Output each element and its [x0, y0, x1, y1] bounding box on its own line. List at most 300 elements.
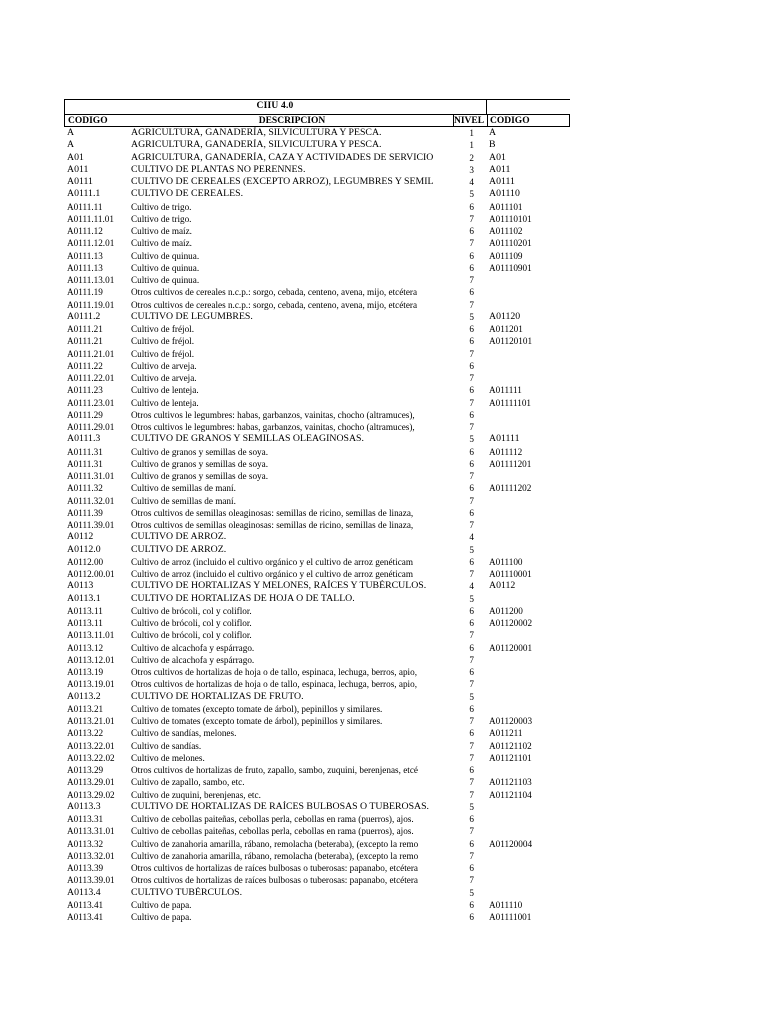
row-level: 5: [469, 544, 474, 555]
row-level: 6: [469, 642, 474, 653]
table-row: [64, 752, 570, 764]
row-level: 7: [469, 716, 474, 726]
row-code: A0111.13: [67, 262, 103, 273]
row-level: 6: [469, 287, 474, 298]
table-row: [64, 911, 570, 923]
row-description: CULTIVO DE ARROZ.: [131, 531, 227, 543]
row-code: A0113.12.01: [67, 654, 115, 665]
table-row: [64, 372, 570, 384]
row-description: Cultivo de brócoli, col y coliflor.: [131, 618, 252, 628]
row-description: Cultivo de zanahoria amarilla, rábano, remolacha (beteraba), (excepto la remo: [131, 838, 419, 849]
row-level: 7: [469, 752, 474, 763]
row-description: Cultivo de semillas de maní.: [131, 483, 236, 494]
row-level: 7: [469, 826, 474, 837]
row-level: 2: [469, 152, 474, 163]
row-code: A: [67, 127, 75, 138]
row-description: Otros cultivos le legumbres: habas, garbanzos, vainitas, chocho (altramuces),: [131, 409, 415, 420]
row-code: A0111.1: [67, 188, 101, 200]
row-description: CULTIVO DE HORTALIZAS DE RAÍCES BULBOSAS O TUBEROSAS.: [131, 800, 430, 812]
row-code: A0113.22.02: [67, 752, 115, 763]
row-level: 1: [469, 128, 474, 138]
row-code-2: A01110: [489, 188, 520, 200]
table-title: CIIU 4.0: [256, 101, 294, 111]
row-description: AGRICULTURA, GANADERÍA, SILVICULTURA Y PESCA.: [131, 127, 382, 138]
row-code: A0113.22.01: [67, 740, 115, 751]
table-row: [64, 323, 570, 335]
row-description: Cultivo de quinua.: [131, 250, 200, 261]
row-level: 6: [469, 838, 474, 849]
row-description: Cultivo de arveja.: [131, 360, 197, 371]
table-row: [64, 360, 570, 372]
table-row: [64, 299, 570, 311]
row-code-2: A01110201: [489, 238, 532, 249]
row-level: 7: [469, 422, 474, 432]
row-description: Cultivo de papa.: [131, 912, 192, 922]
row-level: 7: [469, 275, 474, 285]
table-body: [64, 127, 570, 923]
row-level: 7: [469, 348, 474, 359]
row-code: A0113.32: [67, 838, 104, 849]
row-level: 6: [469, 899, 474, 910]
row-code-2: A01120004: [489, 838, 533, 849]
row-description: Cultivo de arveja.: [131, 373, 197, 383]
row-code-2: A01111: [489, 433, 520, 445]
row-description: Otros cultivos de semillas oleaginosas: semillas de ricino, semillas de linaza,: [131, 507, 414, 518]
table-row: [64, 127, 570, 139]
row-code: A0111.29: [67, 409, 103, 420]
row-code: A0113.12: [67, 642, 104, 653]
row-level: 6: [469, 728, 474, 739]
table-row: [64, 311, 570, 323]
row-level: 5: [469, 887, 474, 898]
row-description: Cultivo de brócoli, col y coliflor.: [131, 605, 252, 616]
row-code-2: A011111: [489, 385, 522, 396]
row-level: 7: [469, 299, 474, 310]
row-code: A0113.31.01: [67, 826, 115, 837]
row-code: A0111.21.01: [67, 348, 115, 359]
row-code: A0113.31: [67, 814, 104, 824]
table-row: [64, 176, 570, 188]
table-row: [64, 544, 570, 556]
row-level: 6: [469, 863, 474, 873]
table-row: [64, 421, 570, 433]
row-description: Otros cultivos de hortalizas de raíces bulbosas o tuberosas: papanabo, etcétera: [131, 863, 419, 873]
row-level: 6: [469, 385, 474, 396]
row-level: 3: [469, 164, 474, 175]
row-level: 7: [469, 471, 474, 481]
row-description: CULTIVO DE CEREALES (EXCEPTO ARROZ), LEGUMBRES Y SEMIL: [131, 176, 434, 187]
row-code-2: A01111201: [489, 458, 532, 469]
table-title-row: [64, 99, 570, 114]
row-level: 6: [469, 483, 474, 494]
row-code: A0111.11: [67, 201, 103, 212]
header-codigo-2: CODIGO: [490, 116, 530, 126]
row-level: 6: [469, 458, 474, 469]
table-row: [64, 605, 570, 617]
table-row: [64, 825, 570, 837]
row-level: 6: [469, 814, 474, 824]
row-description: Cultivo de lenteja.: [131, 385, 199, 396]
row-description: AGRICULTURA, GANADERÍA, CAZA Y ACTIVIDADES DE SERVICIO: [131, 151, 434, 163]
row-code: A0112.00.01: [67, 569, 115, 579]
row-code: A0113.32.01: [67, 850, 115, 861]
row-description: Cultivo de trigo.: [131, 201, 192, 212]
row-description: CULTIVO DE HORTALIZAS DE FRUTO.: [131, 690, 304, 702]
header-divider: [487, 115, 488, 126]
row-description: Cultivo de alcachofa y espárrago.: [131, 654, 255, 665]
row-level: 5: [469, 311, 474, 322]
row-description: Otros cultivos de cereales n.c.p.: sorgo, cebada, centeno, avena, mijo, etcétera: [131, 299, 418, 310]
row-code-2: A01121101: [489, 752, 532, 763]
row-code: A0112.0: [67, 543, 101, 555]
row-description: Cultivo de fréjol.: [131, 348, 195, 359]
row-code: A0112.00: [67, 556, 104, 567]
row-code: A0113: [67, 580, 94, 592]
row-description: Cultivo de zanahoria amarilla, rábano, remolacha (beteraba), (excepto la remo: [131, 850, 419, 861]
row-code-2: A01121103: [489, 777, 532, 788]
row-code: A0113.41: [67, 899, 104, 910]
row-description: Cultivo de cebollas paiteñas, cebollas perla, cebollas en rama (puerros), ajos.: [131, 826, 414, 837]
row-description: Otros cultivos de hortalizas de hoja o de tallo, espinaca, lechuga, berros, apio,: [131, 679, 417, 690]
row-level: 6: [469, 262, 474, 273]
row-description: Cultivo de maíz.: [131, 238, 192, 249]
row-description: CULTIVO DE GRANOS Y SEMILLAS OLEAGINOSAS.: [131, 433, 364, 445]
row-code: A0113.11: [67, 618, 103, 628]
table-row: [64, 201, 570, 213]
table-row: [64, 188, 570, 200]
table-row: [64, 568, 570, 580]
table-row: [64, 813, 570, 825]
table-row: [64, 764, 570, 776]
row-code: A0113.21: [67, 703, 104, 714]
row-description: Cultivo de sandías, melones.: [131, 728, 237, 739]
row-description: Otros cultivos le legumbres: habas, garbanzos, vainitas, chocho (altramuces),: [131, 422, 415, 432]
table-row: [64, 397, 570, 409]
row-level: 7: [469, 679, 474, 690]
row-level: 4: [469, 177, 474, 187]
row-code-2: A011211: [489, 728, 523, 739]
row-code-2: A01: [489, 151, 506, 163]
row-level: 6: [469, 324, 474, 334]
table-row: [64, 850, 570, 862]
row-code-2: A: [489, 127, 497, 138]
table-header-row: [64, 114, 570, 127]
row-code-2: A01120101: [489, 336, 533, 347]
ciiu-table: [64, 99, 570, 923]
row-code-2: A01120002: [489, 618, 533, 628]
row-level: 5: [469, 434, 474, 445]
row-level: 7: [469, 850, 474, 861]
row-description: Cultivo de zapallo, sambo, etc.: [131, 777, 245, 788]
row-code: A0111.32: [67, 483, 103, 494]
table-row: [64, 250, 570, 262]
row-code: A0113.39.01: [67, 875, 115, 886]
row-description: Cultivo de granos y semillas de soya.: [131, 458, 269, 469]
row-code: A0111.39: [67, 507, 103, 518]
table-row: [64, 654, 570, 666]
row-description: Otros cultivos de hortalizas de hoja o de tallo, espinaca, lechuga, berros, apio,: [131, 667, 417, 677]
table-row: [64, 691, 570, 703]
row-code: A011: [67, 163, 89, 175]
row-description: Cultivo de tomates (excepto tomate de árbol), pepinillos y similares.: [131, 703, 383, 714]
table-row: [64, 335, 570, 347]
row-code-2: A011110: [489, 899, 523, 910]
row-code-2: A01121104: [489, 789, 532, 800]
row-code: A0111: [67, 176, 93, 187]
table-row: [64, 262, 570, 274]
table-row: [64, 727, 570, 739]
table-row: [64, 740, 570, 752]
table-row: [64, 139, 570, 151]
table-row: [64, 495, 570, 507]
row-description: Cultivo de fréjol.: [131, 336, 195, 347]
row-code: A0113.39: [67, 863, 104, 873]
table-row: [64, 678, 570, 690]
row-code: A0111.29.01: [67, 422, 115, 432]
row-description: Cultivo de quinua.: [131, 262, 200, 273]
table-row: [64, 887, 570, 899]
table-row: [64, 642, 570, 654]
row-level: 7: [469, 654, 474, 665]
row-code-2: A01120: [489, 310, 521, 322]
row-code: A0111.11.01: [67, 213, 114, 224]
table-row: [64, 715, 570, 727]
row-code: A0113.22: [67, 728, 104, 739]
row-code: A0111.12.01: [67, 238, 115, 249]
row-description: Cultivo de semillas de maní.: [131, 495, 236, 506]
table-row: [64, 666, 570, 678]
row-description: Cultivo de melones.: [131, 752, 205, 763]
row-level: 7: [469, 777, 474, 788]
row-code-2: A011201: [489, 324, 523, 334]
table-row: [64, 531, 570, 543]
table-row: [64, 286, 570, 298]
row-code-2: A01121102: [489, 740, 532, 751]
row-description: CULTIVO TUBÉRCULOS.: [131, 886, 243, 898]
table-row: [64, 348, 570, 360]
row-level: 6: [469, 446, 474, 457]
row-code: A0111.31.01: [67, 471, 115, 481]
table-row: [64, 703, 570, 715]
table-row: [64, 789, 570, 801]
table-row: [64, 213, 570, 225]
row-description: Cultivo de quinua.: [131, 275, 200, 285]
row-description: Cultivo de tomates (excepto tomate de árbol), pepinillos y similares.: [131, 716, 383, 726]
row-code: A0113.29.02: [67, 789, 115, 800]
table-row: [64, 470, 570, 482]
row-level: 7: [469, 875, 474, 886]
row-code-2: A01110001: [489, 569, 532, 579]
row-description: Cultivo de cebollas paiteñas, cebollas perla, cebollas en rama (puerros), ajos.: [131, 814, 414, 824]
table-row: [64, 801, 570, 813]
row-description: CULTIVO DE CEREALES.: [131, 188, 244, 200]
row-code: A0111.12: [67, 226, 103, 236]
row-level: 6: [469, 618, 474, 628]
row-code-2: A01111101: [489, 397, 532, 408]
table-row: [64, 580, 570, 592]
table-row: [64, 617, 570, 629]
row-description: Cultivo de granos y semillas de soya.: [131, 446, 269, 457]
table-row: [64, 593, 570, 605]
row-code: A0111.3: [67, 433, 101, 445]
row-description: Cultivo de trigo.: [131, 213, 192, 224]
table-row: [64, 556, 570, 568]
table-row: [64, 225, 570, 237]
row-description: CULTIVO DE HORTALIZAS DE HOJA O DE TALLO.: [131, 592, 355, 604]
row-code: A0111.31: [67, 458, 103, 469]
row-level: 7: [469, 238, 474, 249]
row-code: A0113.11.01: [67, 630, 115, 641]
row-code-2: A011100: [489, 556, 523, 567]
row-description: Cultivo de arroz (incluido el cultivo orgánico y el cultivo de arroz genéticam: [131, 569, 413, 579]
table-row: [64, 482, 570, 494]
row-level: 6: [469, 360, 474, 371]
row-code: A0113.11: [67, 605, 103, 616]
table-row: [64, 152, 570, 164]
row-description: Otros cultivos de semillas oleaginosas: semillas de ricino, semillas de linaza,: [131, 520, 414, 530]
row-code: A0113.2: [67, 690, 101, 702]
row-level: 7: [469, 740, 474, 751]
row-description: Cultivo de sandías.: [131, 740, 202, 751]
row-code: A0113.19: [67, 667, 104, 677]
row-code: A0111.19.01: [67, 299, 115, 310]
row-code: A0111.2: [67, 310, 101, 322]
row-level: 6: [469, 409, 474, 420]
row-description: Otros cultivos de cereales n.c.p.: sorgo, cebada, centeno, avena, mijo, etcétera: [131, 287, 418, 298]
table-row: [64, 862, 570, 874]
row-code: A0111.13.01: [67, 275, 115, 285]
row-code: A01: [67, 151, 84, 163]
row-description: Cultivo de granos y semillas de soya.: [131, 471, 269, 481]
row-level: 6: [469, 507, 474, 518]
row-level: 5: [469, 189, 474, 200]
row-description: AGRICULTURA, GANADERÍA, SILVICULTURA Y PESCA.: [131, 139, 382, 151]
row-description: Cultivo de lenteja.: [131, 397, 199, 408]
row-code: A0111.32.01: [67, 495, 115, 506]
row-description: Otros cultivos de hortalizas de fruto, zapallo, sambo, zuquini, berenjenas, etcé: [131, 765, 419, 775]
row-code-2: A01120003: [489, 716, 533, 726]
row-description: CULTIVO DE HORTALIZAS Y MELONES, RAÍCES Y TUBÉRCULOS.: [131, 580, 427, 592]
row-code-2: A01110101: [489, 213, 532, 224]
row-code-2: A0112: [489, 580, 516, 592]
row-code: A0111.19: [67, 287, 103, 298]
row-code: A0111.21: [67, 336, 103, 347]
row-code: A0113.41: [67, 912, 104, 922]
table-row: [64, 776, 570, 788]
row-code-2: A01110901: [489, 262, 532, 273]
table-row: [64, 409, 570, 421]
row-description: Cultivo de alcachofa y espárrago.: [131, 642, 255, 653]
row-level: 1: [469, 140, 474, 151]
row-code: A0113.19.01: [67, 679, 115, 690]
table-row: [64, 433, 570, 445]
table-row: [64, 274, 570, 286]
row-description: CULTIVO DE PLANTAS NO PERENNES.: [131, 163, 306, 175]
row-level: 6: [469, 667, 474, 677]
row-level: 7: [469, 520, 474, 530]
row-description: CULTIVO DE LEGUMBRES.: [131, 310, 253, 322]
row-description: Cultivo de arroz (incluido el cultivo orgánico y el cultivo de arroz genéticam: [131, 556, 413, 567]
row-code-2: B: [489, 139, 496, 151]
table-border: [486, 100, 487, 114]
row-code: A0113.1: [67, 592, 101, 604]
header-codigo: CODIGO: [68, 116, 108, 126]
row-code-2: A01120001: [489, 642, 533, 653]
row-level: 7: [469, 630, 474, 641]
row-code: A0111.22: [67, 360, 103, 371]
row-level: 6: [469, 201, 474, 212]
row-level: 6: [469, 556, 474, 567]
row-code: A0113.29: [67, 765, 104, 775]
table-row: [64, 164, 570, 176]
row-level: 5: [469, 801, 474, 812]
row-code: A0111.23: [67, 385, 103, 396]
row-description: Cultivo de fréjol.: [131, 324, 195, 334]
row-code-2: A011200: [489, 605, 523, 616]
row-code: A0112: [67, 531, 94, 543]
row-level: 6: [469, 336, 474, 347]
table-row: [64, 446, 570, 458]
row-code: A: [67, 139, 75, 151]
table-row: [64, 629, 570, 641]
row-code-2: A011109: [489, 250, 523, 261]
row-level: 7: [469, 569, 474, 579]
table-row: [64, 384, 570, 396]
row-code-2: A01111001: [489, 912, 532, 922]
row-level: 5: [469, 593, 474, 604]
table-row: [64, 237, 570, 249]
row-code: A0113.4: [67, 886, 101, 898]
row-code-2: A011101: [489, 201, 523, 212]
row-level: 6: [469, 765, 474, 775]
row-level: 7: [469, 397, 474, 408]
row-code-2: A01111202: [489, 483, 532, 494]
row-description: Cultivo de papa.: [131, 899, 192, 910]
row-description: Cultivo de maíz.: [131, 226, 192, 236]
row-level: 7: [469, 213, 474, 224]
row-description: Cultivo de zuquini, berenjenas, etc.: [131, 789, 261, 800]
table-row: [64, 519, 570, 531]
row-description: Otros cultivos de hortalizas de raíces bulbosas o tuberosas: papanabo, etcétera: [131, 875, 419, 886]
row-code: A0111.39.01: [67, 520, 115, 530]
header-nivel: NIVEL: [454, 116, 485, 126]
row-code: A0113.3: [67, 800, 101, 812]
row-code: A0113.21.01: [67, 716, 115, 726]
row-code: A0111.21: [67, 324, 103, 334]
row-level: 7: [469, 373, 474, 383]
table-row: [64, 458, 570, 470]
row-description: Cultivo de brócoli, col y coliflor.: [131, 630, 252, 641]
table-row: [64, 507, 570, 519]
row-code-2: A011: [489, 163, 511, 175]
header-descripcion: DESCRIPCION: [258, 116, 326, 126]
row-level: 5: [469, 691, 474, 702]
row-level: 6: [469, 703, 474, 714]
table-row: [64, 899, 570, 911]
row-level: 7: [469, 789, 474, 800]
row-level: 6: [469, 605, 474, 616]
row-code-2: A0111: [489, 176, 515, 187]
row-level: 7: [469, 495, 474, 506]
row-code: A0113.29.01: [67, 777, 115, 788]
table-row: [64, 874, 570, 886]
row-code-2: A011112: [489, 446, 523, 457]
row-level: 6: [469, 226, 474, 236]
row-code: A0111.23.01: [67, 397, 115, 408]
row-level: 6: [469, 912, 474, 922]
row-level: 6: [469, 250, 474, 261]
row-description: CULTIVO DE ARROZ.: [131, 543, 227, 555]
